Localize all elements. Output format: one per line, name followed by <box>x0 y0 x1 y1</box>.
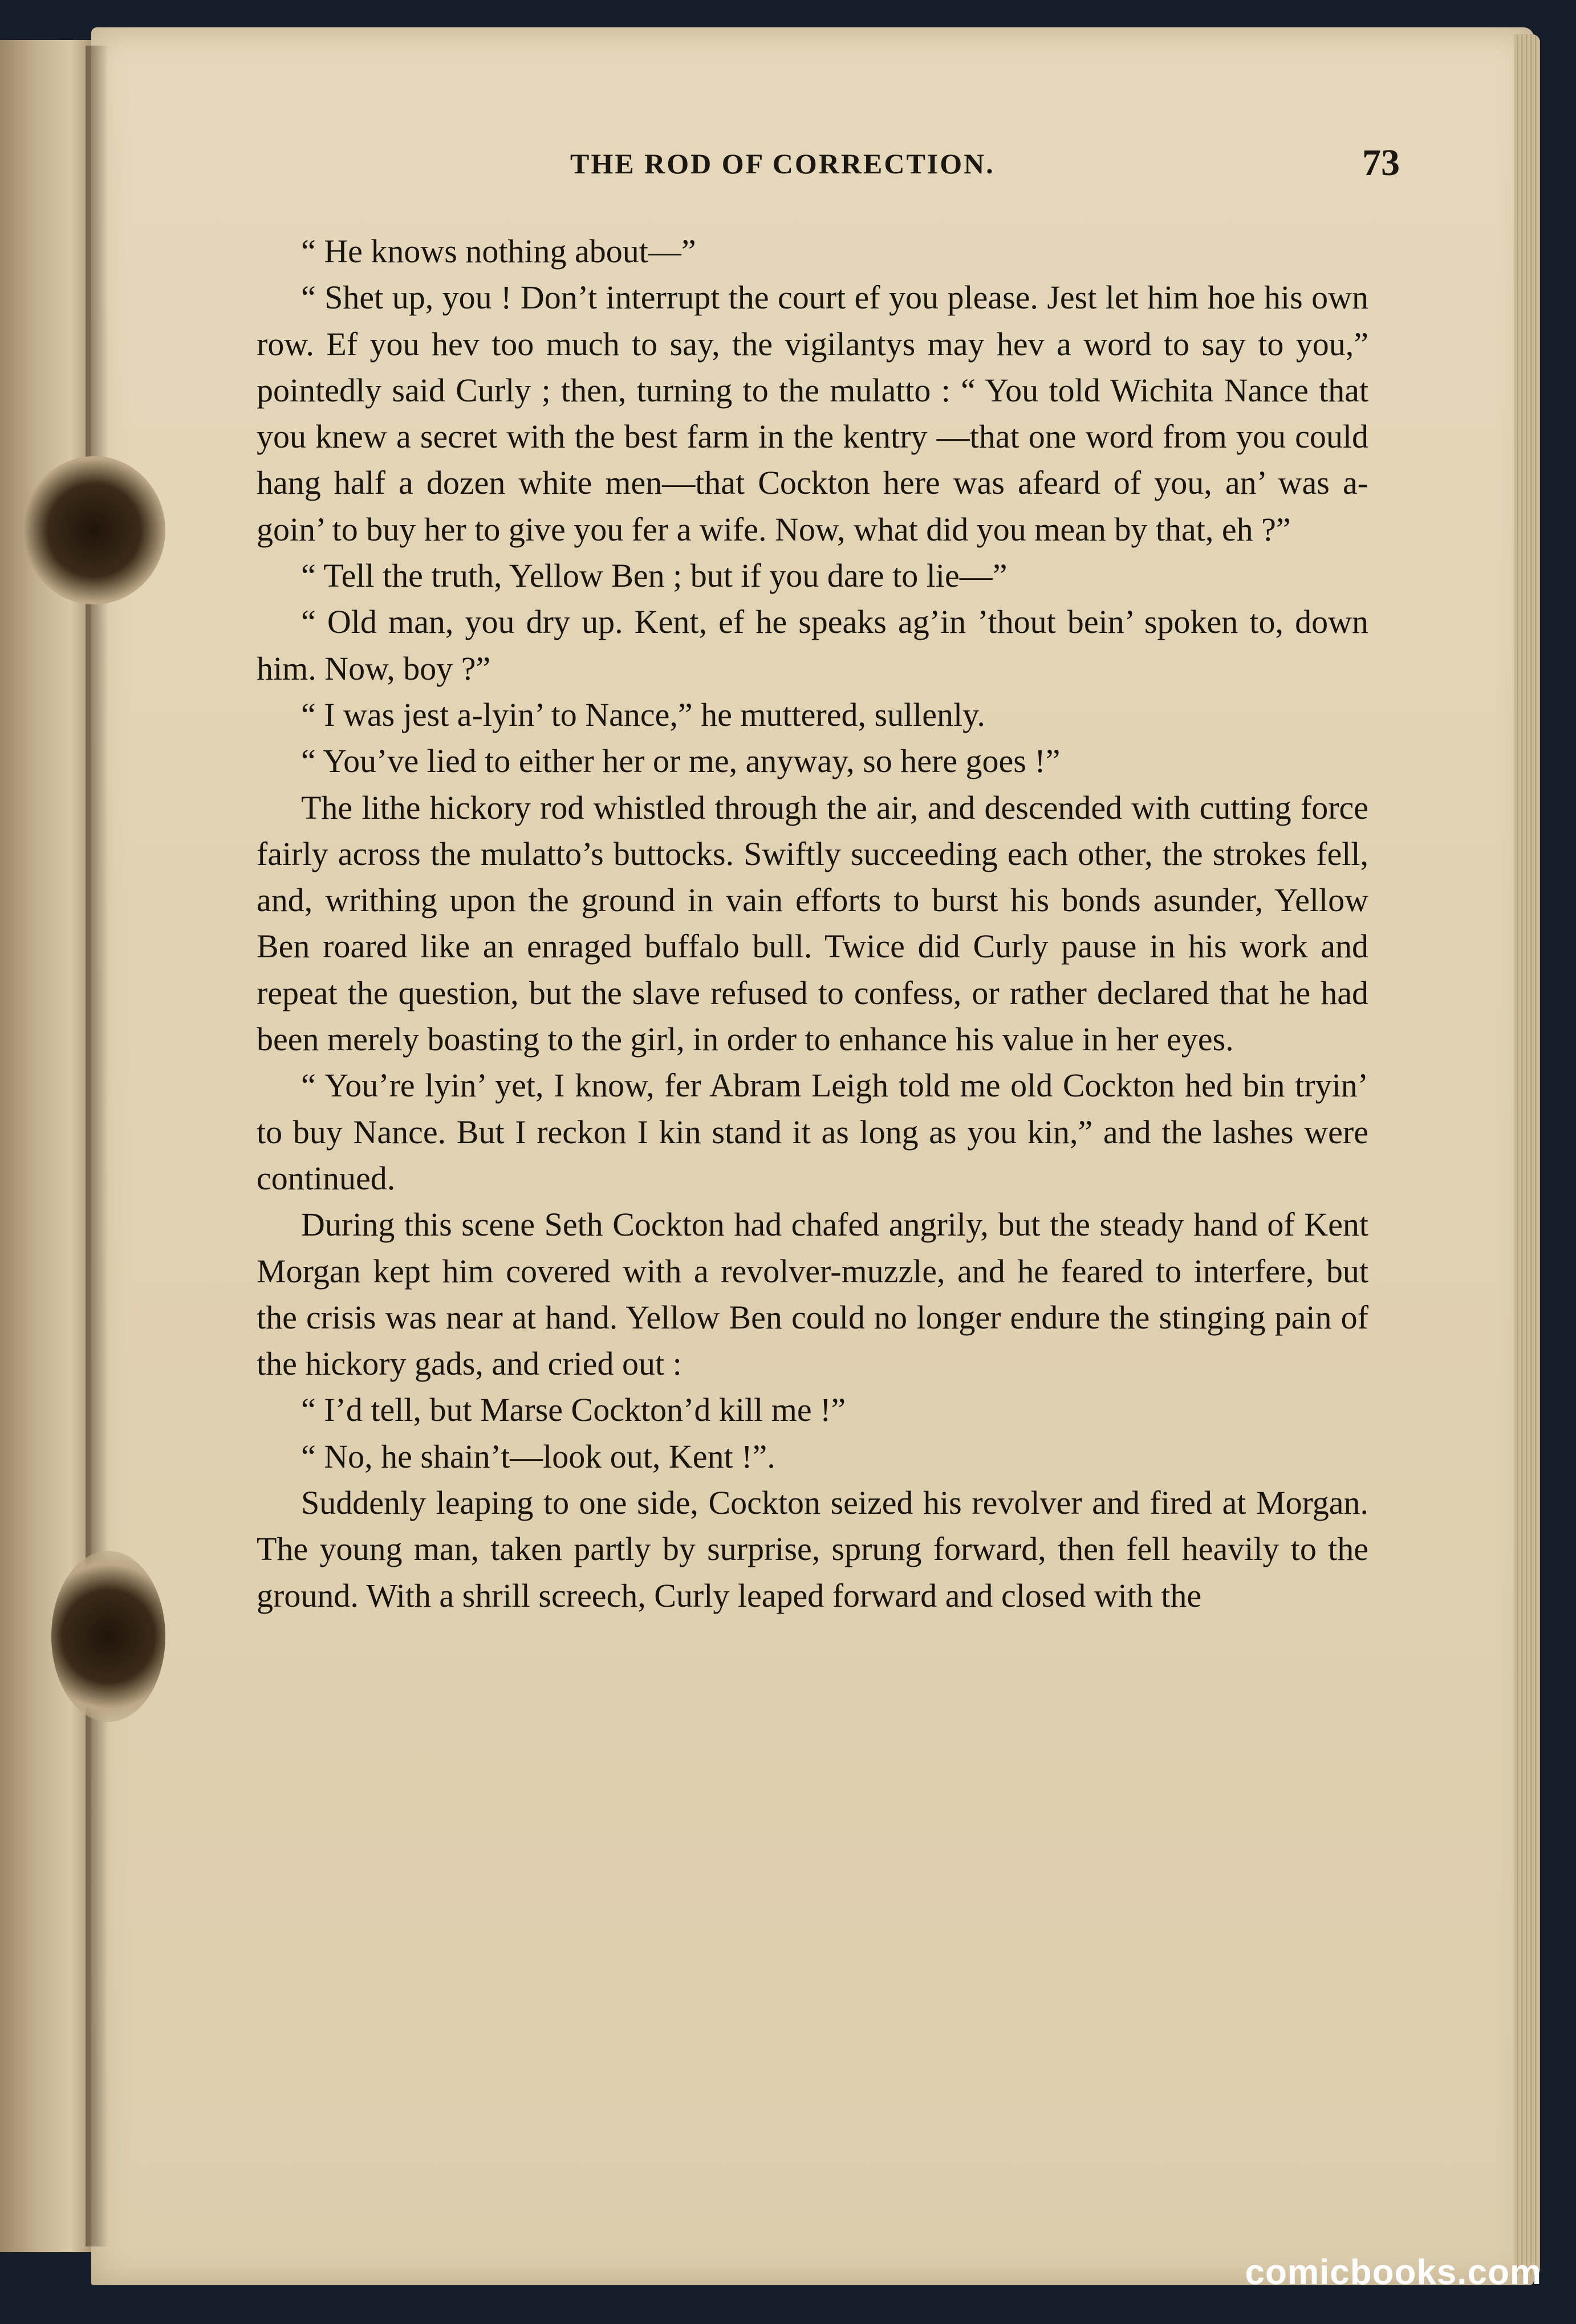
paragraph: “ Old man, you dry up. Kent, ef he speaks ag’in ’thout bein’ spoken to, down him. Now, boy ?” <box>257 603 1368 687</box>
paragraph: “ I was jest a-lyin’ to Nance,” he muttered, sullenly. <box>301 696 985 733</box>
running-title: THE ROD OF CORRECTION. <box>570 148 995 180</box>
binding-hole-top <box>23 456 165 604</box>
paragraph: During this scene Seth Cockton had chafed angrily, but the steady hand of Kent Morgan kept him covered with a revolver-muzzle, and he feared to interfere, but the crisis was near at hand. Yellow Ben could no longer endure the stinging pain of the hickory gads, and cried out : <box>257 1206 1368 1383</box>
page-stack-edge <box>1514 34 1540 2275</box>
previous-page-edge <box>0 40 96 2252</box>
watermark: comicbooks.com <box>1245 2253 1542 2292</box>
paragraph: “ Shet up, you ! Don’t interrupt the court ef you please. Jest let him hoe his own row. Ef you hev too much to say, the vigilantys may hev a word to say to you,” pointedly said Curly ; then, turning to the mulatto : “ You told Wichita Nance that you knew a secret with the best farm in the kentry —that one word from you could hang half a dozen white men—that Cockton here was afeard of you, an’ was a-goin’ to buy her to give you fer a wife. Now, what did you mean by that, eh ?” <box>257 279 1368 548</box>
page-header <box>259 141 1400 193</box>
paragraph: “ You’re lyin’ yet, I know, fer Abram Leigh told me old Cockton hed bin tryin’ to buy Nance. But I reckon I kin stand it as long as you kin,” and the lashes were continued. <box>257 1067 1368 1197</box>
spine-shadow <box>86 46 108 2246</box>
page-number: 73 <box>1362 142 1400 184</box>
paragraph: “ No, he shain’t—look out, Kent !”. <box>301 1437 775 1475</box>
binding-hole-bottom <box>51 1551 165 1722</box>
paragraph: “ Tell the truth, Yellow Ben ; but if you dare to lie—” <box>301 557 1008 595</box>
paragraph: The lithe hickory rod whistled through the air, and descended with cutting force fairly across the mulatto’s buttocks. Swiftly succeeding each other, the strokes fell, and, writhing upon the ground in vain efforts to burst his bonds asunder, Yellow Ben roared like an enraged buffalo bull. Twice did Curly pause in his work and repeat the question, but the slave refused to confess, or rather declared that he had been merely boasting to the girl, in order to enhance his value in her eyes. <box>257 789 1368 1058</box>
paragraph: Suddenly leaping to one side, Cockton seized his revolver and fired at Morgan. The young man, taken partly by surprise, sprung forward, then fell heavily to the ground. With a shrill screech, Curly leaped forward and closed with the <box>257 1484 1368 1614</box>
paragraph: “ I’d tell, but Marse Cockton’d kill me !” <box>301 1391 846 1429</box>
paragraph: “ You’ve lied to either her or me, anyway, so here goes !” <box>301 742 1061 780</box>
paragraph: “ He knows nothing about—” <box>301 233 696 270</box>
body-text <box>257 228 1368 1619</box>
